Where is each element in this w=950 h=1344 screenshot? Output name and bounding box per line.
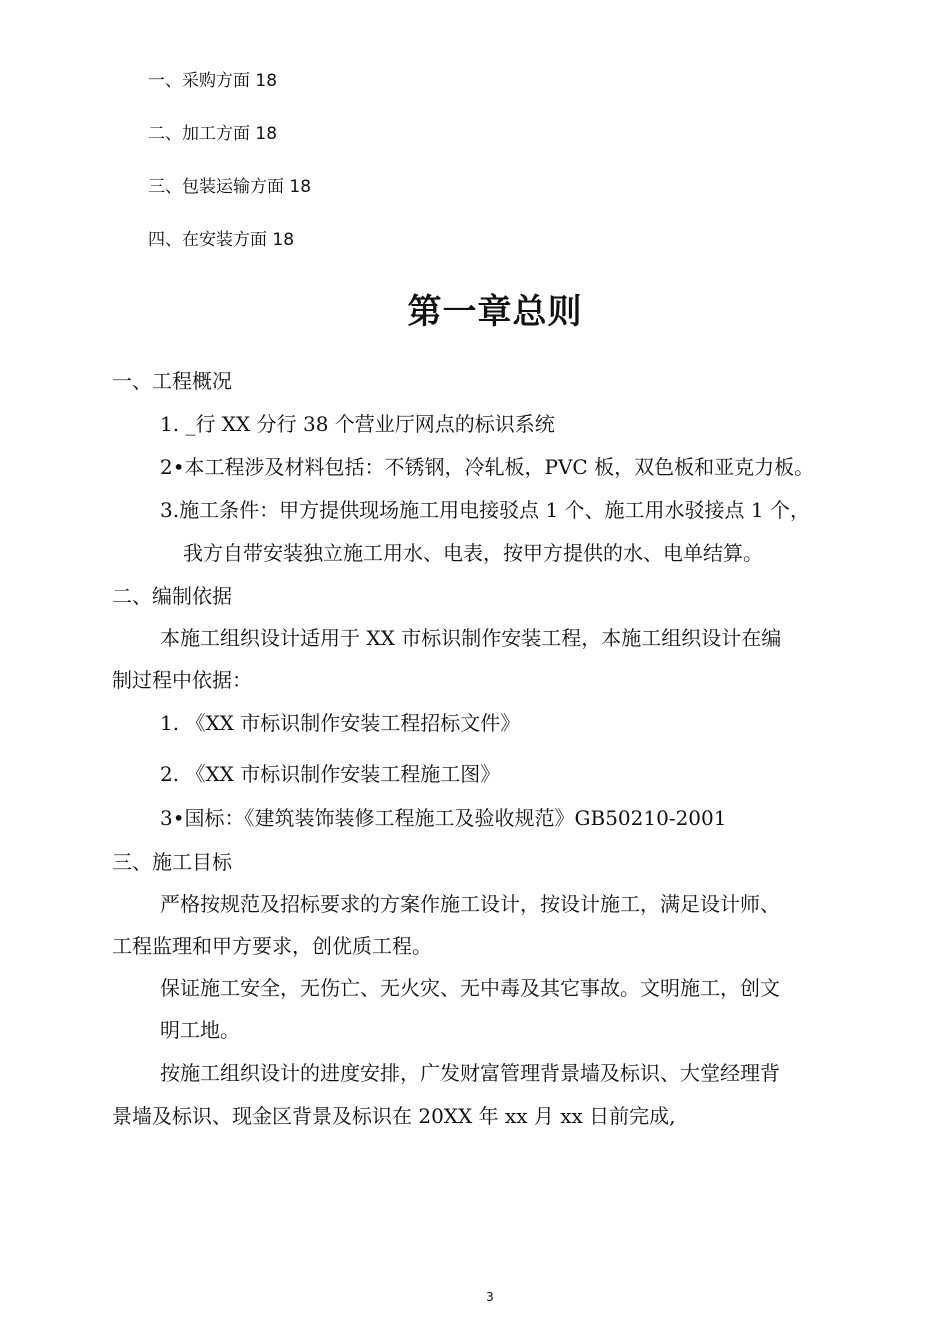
list-item: 3•国标：《建筑装饰装修工程施工及验收规范》GB50210-2001 <box>160 806 727 830</box>
paragraph-line: 严格按规范及招标要求的方案作施工设计，按设计施工，满足设计师、 <box>160 892 780 916</box>
paragraph-line: 景墙及标识、现金区背景及标识在 20XX 年 xx 月 xx 日前完成, <box>112 1104 676 1128</box>
section-heading: 二、编制依据 <box>112 584 232 608</box>
paragraph-line: 保证施工安全，无伤亡、无火灾、无中毒及其它事故。文明施工，创文 <box>160 976 780 1000</box>
list-item: 3.施工条件：甲方提供现场施工用电接驳点 1 个、施工用水驳接点 1 个， <box>160 498 810 522</box>
page-number: 3 <box>486 1290 494 1304</box>
paragraph-line: 制过程中依据： <box>112 668 252 692</box>
toc-item-2: 二、加工方面 18 <box>148 124 278 144</box>
list-item-continuation: 我方自带安装独立施工用水、电表，按甲方提供的水、电单结算。 <box>183 541 763 565</box>
toc-item-1: 一、采购方面 18 <box>148 71 278 91</box>
section-heading: 一、工程概况 <box>112 369 232 393</box>
toc-item-4: 四、在安装方面 18 <box>148 230 295 250</box>
list-item: 2•本工程涉及材料包括：不锈钢，冷轧板，PVC 板，双色板和亚克力板。 <box>160 455 815 479</box>
paragraph-line: 本施工组织设计适用于 XX 市标识制作安装工程，本施工组织设计在编 <box>160 626 782 650</box>
toc-item-3: 三、包装运输方面 18 <box>148 177 312 197</box>
paragraph-line: 按施工组织设计的进度安排，广发财富管理背景墙及标识、大堂经理背 <box>160 1061 780 1085</box>
list-item: 2. 《XX 市标识制作安装工程施工图》 <box>160 762 501 786</box>
list-item: 1. 《XX 市标识制作安装工程招标文件》 <box>160 711 521 735</box>
section-heading: 三、施工目标 <box>112 850 232 874</box>
paragraph-line: 明工地。 <box>160 1018 240 1042</box>
list-item: 1. _行 XX 分行 38 个营业厅网点的标识系统 <box>160 412 555 436</box>
chapter-title: 第一章总则 <box>407 292 583 332</box>
paragraph-line: 工程监理和甲方要求，创优质工程。 <box>112 934 432 958</box>
